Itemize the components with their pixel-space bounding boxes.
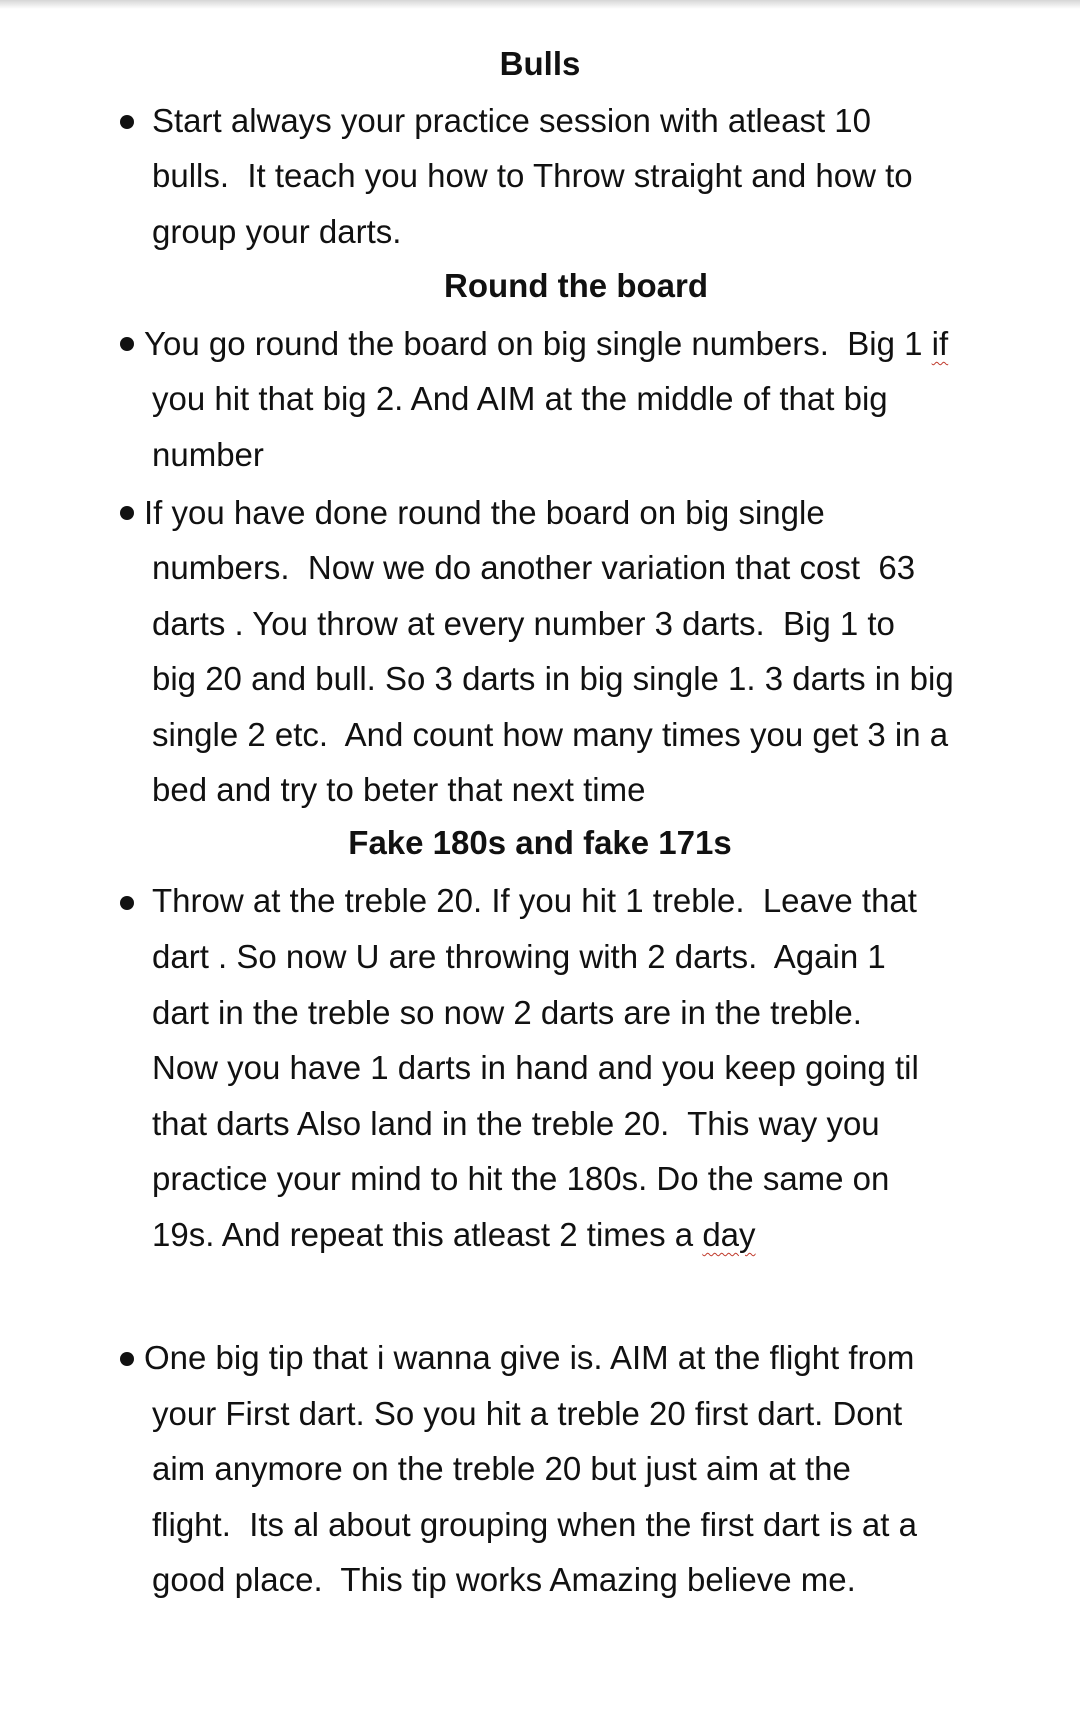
item-line: Throw at the treble 20. If you hit 1 treble. Leave that [152, 882, 917, 919]
item-line: darts . You throw at every number 3 darts. Big 1 to [152, 605, 895, 642]
item-line: practice your mind to hit the 180s. Do the same on [152, 1160, 890, 1197]
item-line: If you have done round the board on big single [144, 494, 825, 531]
item-line: dart . So now U are throwing with 2 darts. Again 1 [152, 938, 886, 975]
spellcheck-flagged-word: day [702, 1216, 756, 1253]
item-line: Now you have 1 darts in hand and you keep going til [152, 1049, 919, 1086]
item-line-text: 19s. And repeat this atleast 2 times a [152, 1216, 703, 1253]
heading-bulls: Bulls [499, 45, 581, 82]
bullet-icon [120, 896, 134, 910]
item-line: single 2 etc. And count how many times you get 3 in a [152, 716, 949, 753]
heading-round-the-board: Round the board [444, 267, 708, 304]
item-line: bulls. It teach you how to Throw straight and how to [152, 157, 913, 194]
spellcheck-flagged-word: if [931, 325, 949, 362]
item-line [144, 316, 948, 372]
item-line: big 20 and bull. So 3 darts in big single 1. 3 darts in big [152, 660, 954, 697]
item-line: dart in the treble so now 2 darts are in the treble. [152, 994, 862, 1031]
item-line: group your darts. [152, 213, 402, 250]
bullet-icon [120, 506, 134, 520]
item-line: bed and try to beter that next time [152, 771, 646, 808]
item-line: Start always your practice session with atleast 10 [152, 102, 871, 139]
item-line: One big tip that i wanna give is. AIM at the flight from [144, 1339, 915, 1376]
bullet-icon [120, 1352, 134, 1366]
item-line: flight. Its al about grouping when the first dart is at a [152, 1506, 917, 1543]
item-line: your First dart. So you hit a treble 20 first dart. Dont [152, 1395, 903, 1432]
heading-fake-180s: Fake 180s and fake 171s [348, 824, 732, 861]
item-line: you hit that big 2. And AIM at the middle of that big [152, 380, 888, 417]
item-line [152, 1207, 756, 1263]
item-line: aim anymore on the treble 20 but just aim at the [152, 1450, 851, 1487]
item-line-text: You go round the board on big single numbers. Big 1 [144, 325, 932, 362]
item-line: number [152, 436, 264, 473]
item-line: numbers. Now we do another variation that cost 63 [152, 549, 916, 586]
bullet-icon [120, 115, 134, 129]
bullet-icon [120, 337, 134, 351]
item-line: that darts Also land in the treble 20. This way you [152, 1105, 880, 1142]
item-line: good place. This tip works Amazing believe me. [152, 1561, 856, 1598]
